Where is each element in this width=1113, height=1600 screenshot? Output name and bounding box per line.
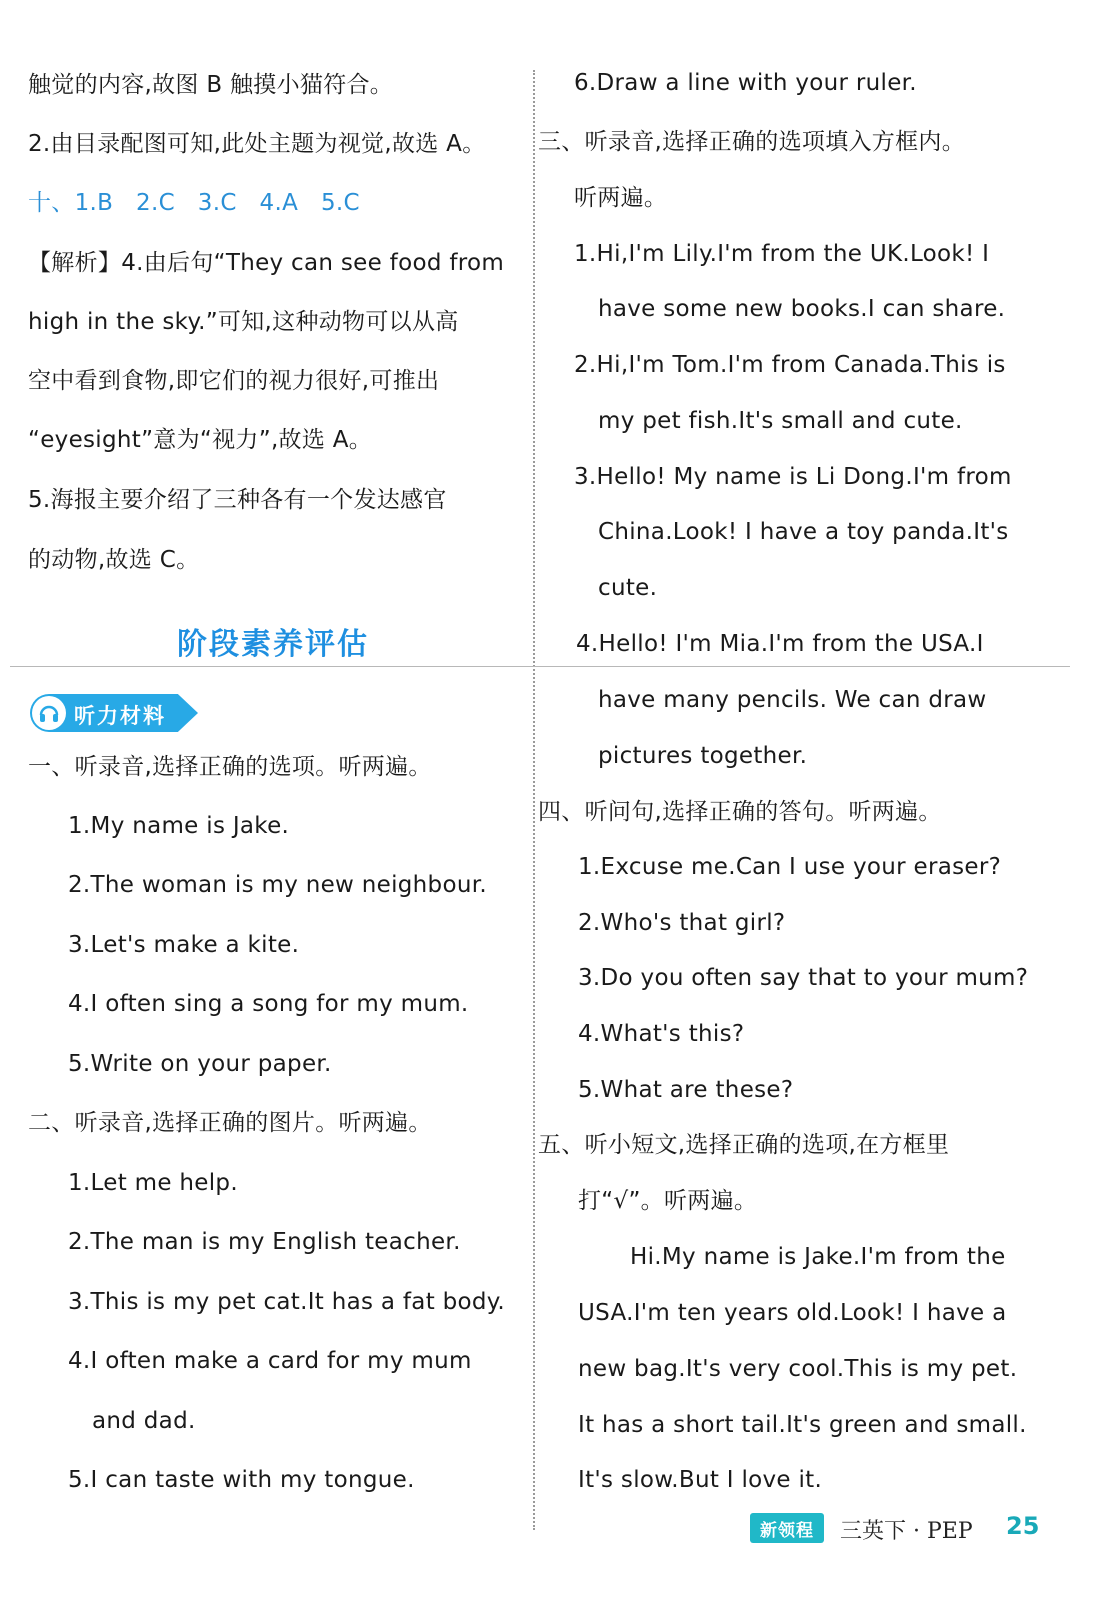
listening-item: 3.Let's make a kite. bbox=[68, 932, 300, 958]
question-heading: 五、听小短文,选择正确的选项,在方框里 bbox=[538, 1132, 950, 1158]
text-line: 的动物,故选 C。 bbox=[28, 547, 200, 573]
listening-item: 5.What are these? bbox=[578, 1077, 794, 1103]
listening-item: 1.Let me help. bbox=[68, 1170, 238, 1196]
passage-line: new bag.It's very cool.This is my pet. bbox=[578, 1356, 1018, 1382]
section-divider bbox=[10, 666, 1070, 667]
question-heading: 二、听录音,选择正确的图片。听两遍。 bbox=[28, 1110, 432, 1136]
listening-item: 6.Draw a line with your ruler. bbox=[574, 70, 917, 96]
headphones-icon bbox=[32, 696, 66, 730]
question-heading: 四、听问句,选择正确的答句。听两遍。 bbox=[538, 799, 942, 825]
listening-item: 4.I often sing a song for my mum. bbox=[68, 991, 469, 1017]
passage-line: It has a short tail.It's green and small. bbox=[578, 1412, 1027, 1438]
answer-line: 十、1.B 2.C 3.C 4.A 5.C bbox=[28, 190, 360, 216]
listening-item: have some new books.I can share. bbox=[598, 296, 1006, 322]
listening-item: pictures together. bbox=[598, 743, 808, 769]
listening-item: 4.I often make a card for my mum bbox=[68, 1348, 472, 1374]
text-line: 2.由目录配图可知,此处主题为视觉,故选 A。 bbox=[28, 131, 486, 157]
question-heading: 一、听录音,选择正确的选项。听两遍。 bbox=[28, 754, 432, 780]
text-line: 空中看到食物,即它们的视力很好,可推出 bbox=[28, 368, 440, 394]
listening-item: 5.Write on your paper. bbox=[68, 1051, 332, 1077]
listening-item: 1.Hi,I'm Lily.I'm from the UK.Look! I bbox=[574, 241, 990, 267]
brand-logo: 新领程 bbox=[750, 1513, 824, 1543]
text-line: 5.海报主要介绍了三种各有一个发达感官 bbox=[28, 487, 447, 513]
text-line: 听两遍。 bbox=[574, 185, 668, 211]
text-line: high in the sky.”可知,这种动物可以从高 bbox=[28, 309, 459, 335]
passage-line: It's slow.But I love it. bbox=[578, 1467, 823, 1493]
listening-item: 1.My name is Jake. bbox=[68, 813, 290, 839]
listening-item: 5.I can taste with my tongue. bbox=[68, 1467, 415, 1493]
text-line: “eyesight”意为“视力”,故选 A。 bbox=[28, 427, 373, 453]
listening-item: 1.Excuse me.Can I use your eraser? bbox=[578, 854, 1002, 880]
listening-item: 2.The woman is my new neighbour. bbox=[68, 872, 487, 898]
listening-item: 4.What's this? bbox=[578, 1021, 745, 1047]
listening-item: cute. bbox=[598, 575, 658, 601]
text-line: 【解析】4.由后句“They can see food from bbox=[28, 250, 505, 276]
passage-line: Hi.My name is Jake.I'm from the bbox=[630, 1244, 1006, 1270]
listening-item: and dad. bbox=[92, 1408, 196, 1434]
listening-item: have many pencils. We can draw bbox=[598, 687, 987, 713]
badge-label: 听力材料 bbox=[74, 704, 166, 728]
page-number: 25 bbox=[1006, 1512, 1040, 1540]
question-heading: 三、听录音,选择正确的选项填入方框内。 bbox=[538, 129, 966, 155]
listening-item: 3.Hello! My name is Li Dong.I'm from bbox=[574, 464, 1012, 490]
passage-line: USA.I'm ten years old.Look! I have a bbox=[578, 1300, 1007, 1326]
text-line: 打“√”。听两遍。 bbox=[578, 1188, 758, 1214]
column-divider bbox=[533, 70, 535, 1530]
listening-item: 4.Hello! I'm Mia.I'm from the USA.I bbox=[576, 631, 984, 657]
text-line: 触觉的内容,故图 B 触摸小猫符合。 bbox=[28, 72, 394, 98]
listening-item: my pet fish.It's small and cute. bbox=[598, 408, 963, 434]
footer-book-label: 三英下 · PEP bbox=[840, 1519, 973, 1544]
listening-item: China.Look! I have a toy panda.It's bbox=[598, 519, 1009, 545]
listening-badge bbox=[30, 694, 198, 732]
listening-item: 3.Do you often say that to your mum? bbox=[578, 965, 1029, 991]
listening-item: 3.This is my pet cat.It has a fat body. bbox=[68, 1289, 506, 1315]
listening-item: 2.Hi,I'm Tom.I'm from Canada.This is bbox=[574, 352, 1006, 378]
listening-item: 2.The man is my English teacher. bbox=[68, 1229, 461, 1255]
section-title: 阶段素养评估 bbox=[177, 627, 369, 662]
listening-item: 2.Who's that girl? bbox=[578, 910, 786, 936]
